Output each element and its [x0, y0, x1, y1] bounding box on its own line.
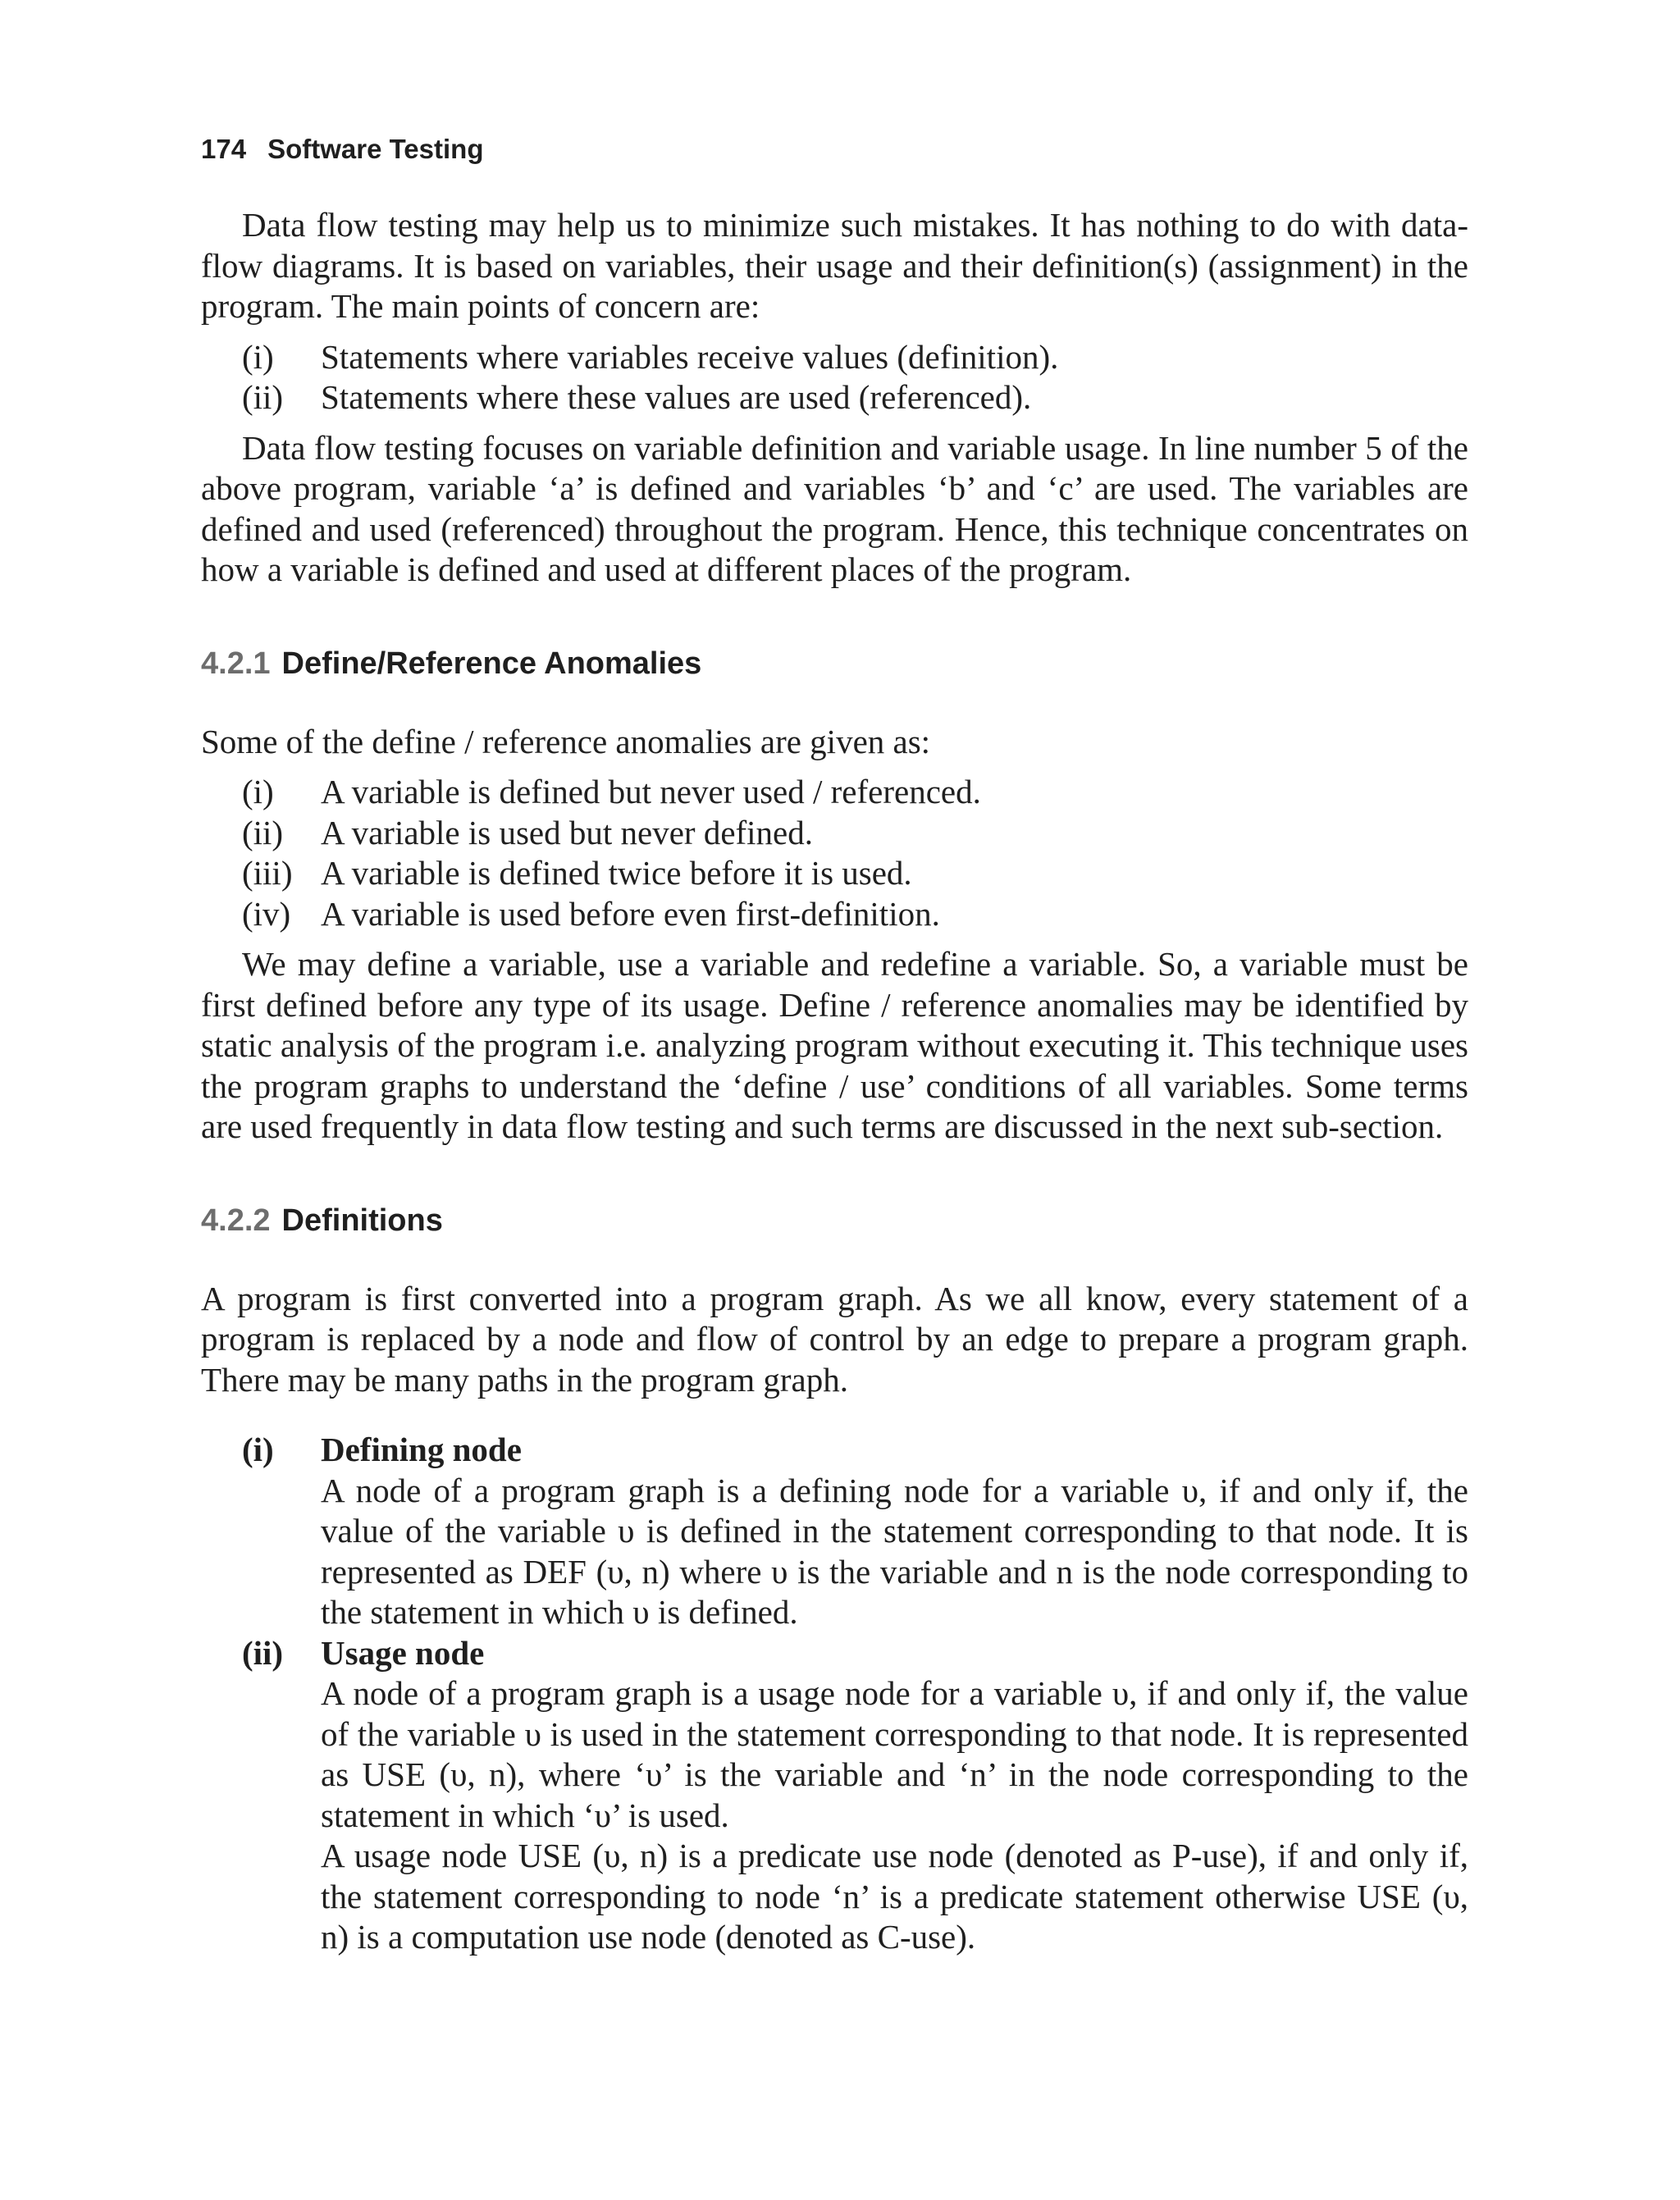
anomalies-lead-paragraph: Some of the define / reference anomalies are given as:: [201, 722, 931, 760]
page-number: 174: [201, 134, 247, 164]
definition-term: Defining node: [321, 1431, 522, 1468]
list-item: [242, 772, 1468, 813]
section-heading-4-2-1: [201, 648, 1468, 679]
definition-paragraph: A node of a program graph is a usage node for a variable υ, if and only if, the value of the variable υ is used in the statement corresponding to that node. It is represented as USE (υ, n), where ‘υ’ is the variable and ‘n’ in the node corresponding to the statement in which ‘υ’ is used.: [321, 1674, 1468, 1834]
book-page: [201, 135, 1468, 1958]
definition-item: [242, 1430, 1468, 1633]
list-item: [242, 853, 1468, 894]
anomalies-paragraph: We may define a variable, use a variable and redefine a variable. So, a variable must be first defined before any type of its usage. Define / reference anomalies may be identified by static analysis of the program i.e. analyzing program without executing it. This technique uses the program graphs to understand the ‘define / use’ conditions of all variables. Some terms are used frequently in data flow testing and such terms are discussed in the next sub-section.: [201, 945, 1468, 1145]
list-item-text: A variable is used but never defined.: [321, 813, 814, 851]
list-item: [242, 894, 1468, 935]
list-item: [242, 813, 1468, 854]
list-item-text: A variable is defined but never used / referenced.: [321, 773, 981, 810]
list-item-number: (i): [242, 773, 274, 810]
list-item-number: (ii): [242, 813, 284, 851]
list-item-number: (iv): [242, 894, 291, 933]
section-number: 4.2.1: [201, 646, 271, 681]
definition-item: [242, 1633, 1468, 1958]
data-flow-paragraph: Data flow testing focuses on variable definition and variable usage. In line number 5 of the above program, variable ‘a’ is defined and variables ‘b’ and ‘c’ are used. The variables are defined and used (referenced) throughout the program. Hence, this technique concentrates on how a variable is defined and used at different places of the program.: [201, 428, 1468, 588]
anomalies-list: [201, 772, 1468, 934]
section-number: 4.2.2: [201, 1203, 271, 1238]
definition-number: (i): [242, 1431, 274, 1468]
definition-number: (ii): [242, 1633, 284, 1672]
list-item-number: (iii): [242, 854, 293, 892]
list-item: [242, 337, 1468, 378]
definitions-lead-paragraph: A program is first converted into a program graph. As we all know, every statement of a program is replaced by a node and flow of control by an edge to prepare a program graph. There may be many paths in the program graph.: [201, 1279, 1468, 1399]
section-heading-4-2-2: [201, 1205, 1468, 1236]
list-item-text: Statements where variables receive values (definition).: [321, 337, 1059, 376]
intro-paragraph: Data flow testing may help us to minimize such mistakes. It has nothing to do with data-flow diagrams. It is based on variables, their usage and their definition(s) (assignment) in the program. The main points of concern are:: [201, 206, 1468, 325]
list-item-number: (i): [242, 337, 274, 376]
definitions-list: [201, 1430, 1468, 1958]
definition-term: Usage node: [321, 1633, 485, 1672]
definition-paragraph: A node of a program graph is a defining node for a variable υ, if and only if, the value of the variable υ is defined in the statement corresponding to that node. It is represented as DEF (υ, n) where υ is the variable and n is the node corresponding to the statement in which υ is defined.: [321, 1471, 1468, 1631]
list-item-text: A variable is used before even first-definition.: [321, 894, 940, 933]
concern-points-list: [201, 337, 1468, 418]
section-title: Define/Reference Anomalies: [281, 646, 702, 681]
definition-body: [321, 1430, 1468, 1633]
section-title: Definitions: [281, 1203, 443, 1238]
list-item-text: Statements where these values are used (referenced).: [321, 378, 1032, 416]
list-item-number: (ii): [242, 378, 284, 416]
list-item: [242, 377, 1468, 418]
running-header: [201, 135, 1468, 162]
definition-body: [321, 1633, 1468, 1958]
book-title: Software Testing: [267, 134, 484, 164]
definition-paragraph: A usage node USE (υ, n) is a predicate use node (denoted as P-use), if and only if, the statement corresponding to node ‘n’ is a predicate statement otherwise USE (υ, n) is a computation use node (denoted as C-use).: [321, 1837, 1468, 1956]
list-item-text: A variable is defined twice before it is used.: [321, 854, 912, 892]
